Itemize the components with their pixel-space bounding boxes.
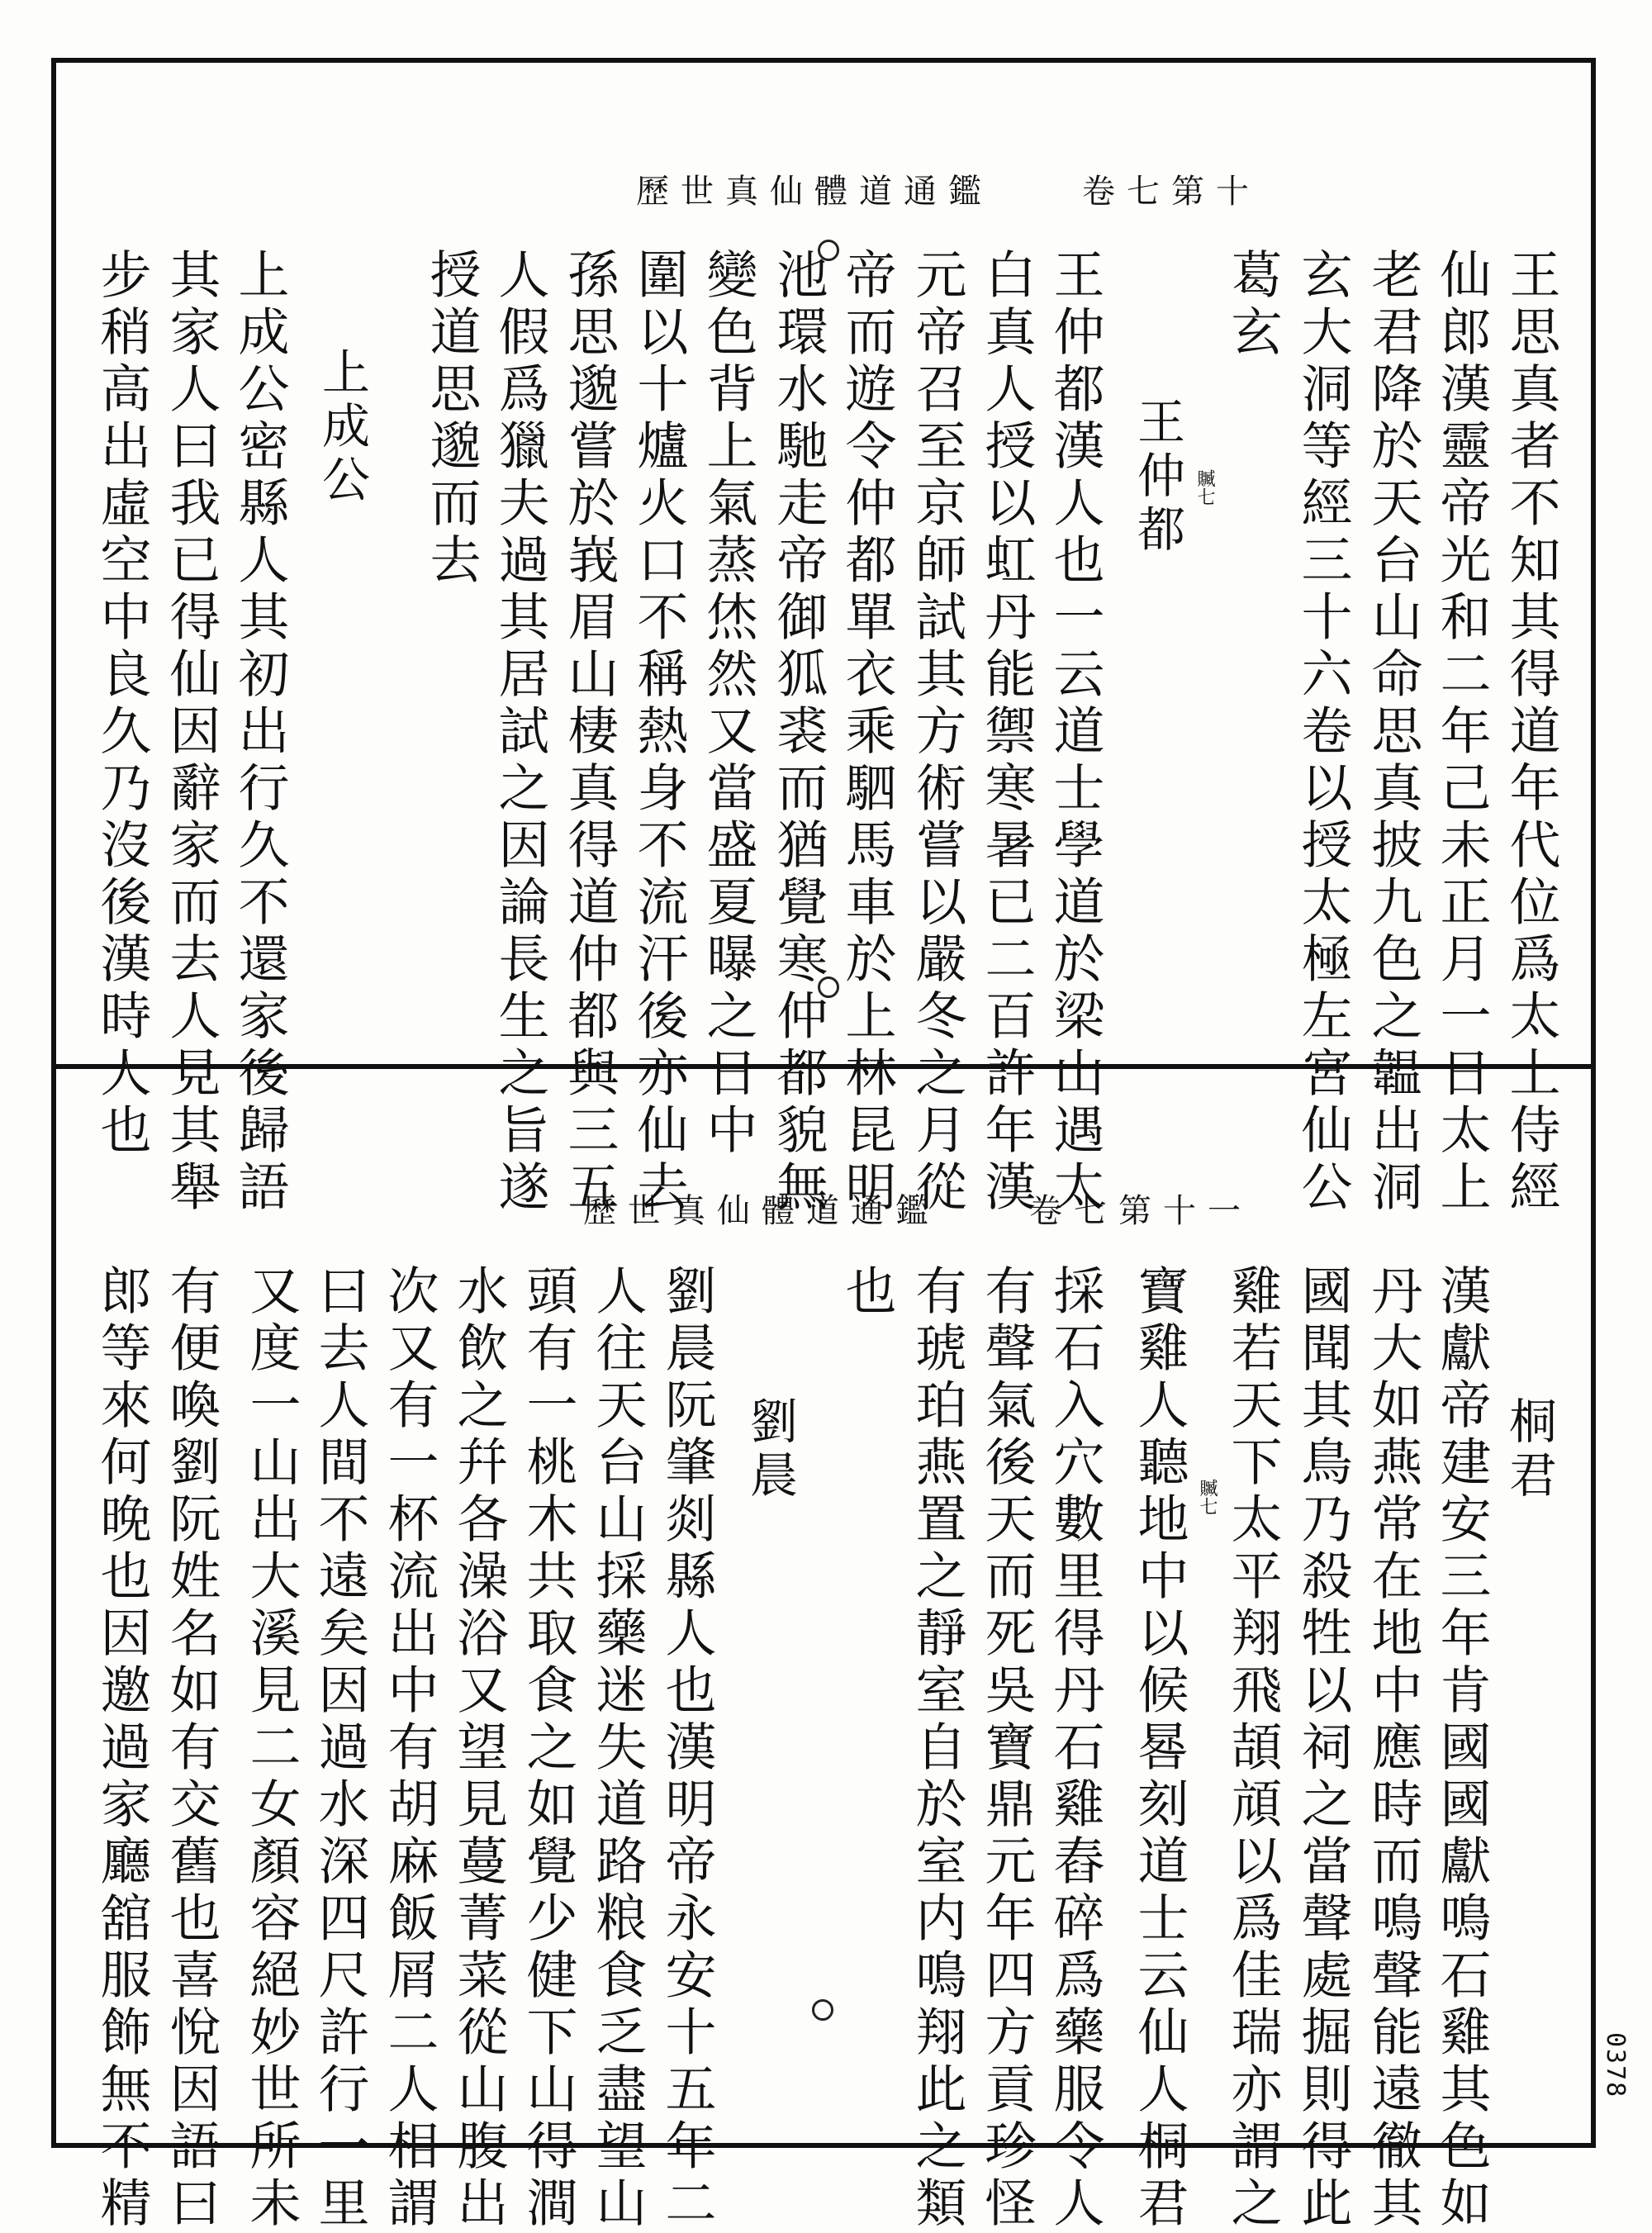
- top-col-5: 葛玄: [1222, 248, 1283, 362]
- bottom-col-16: 次又有一杯流出中有胡麻飯屑二人相謂: [379, 1264, 439, 2233]
- top-col-10: 帝而遊令仲都單衣乘駟馬車於上林昆明: [837, 248, 897, 1217]
- bottom-col-19: 有便喚劉阮姓名如有交舊也喜悅因語曰: [161, 1264, 221, 2233]
- top-col-12: 變色背上氣蒸烋然又當盛夏曝之日中: [698, 248, 758, 1160]
- top-col-19: 其家人曰我已得仙因辭家而去人見其舉: [161, 248, 221, 1217]
- bottom-heading-tong-jun: 桐君: [1501, 1396, 1557, 1504]
- page-number: 0378: [1601, 2032, 1630, 2099]
- top-col-8: 白真人授以虹丹能禦寒暑已二百許年漢: [976, 248, 1037, 1217]
- bottom-col-18: 又度一山出大溪見二女顏容絕妙世所未: [241, 1264, 301, 2233]
- bottom-col-8: 有聲氣後天而死吳寶鼎元年四方貢珍怪: [976, 1264, 1037, 2233]
- top-col-3: 老君降於天台山命思真披九色之韞出洞: [1363, 248, 1423, 1217]
- header-top: 歷世真仙體道通鑑 卷七第十: [636, 173, 1260, 211]
- punctuation-circle: [818, 976, 839, 998]
- top-col-16: 授道思邈而去: [421, 248, 482, 590]
- top-heading-wang-zhongdu: 王仲都: [1129, 397, 1185, 558]
- juan-mark-top: 贓七: [1194, 469, 1215, 506]
- bottom-col-15: 水飲之幷各澡浴又望見蔓菁菜從山腹出: [449, 1264, 509, 2233]
- bottom-col-7: 採石入穴數里得丹石雞舂碎爲藥服令人: [1045, 1264, 1105, 2233]
- top-col-18: 上成公密縣人其初出行久不還家後歸語: [230, 248, 290, 1217]
- top-col-4: 玄大洞等經三十六卷以授太極左宮仙公: [1293, 248, 1353, 1217]
- bottom-col-14: 頭有一桃木共取食之如覺少健下山得澗: [518, 1264, 578, 2233]
- top-col-20: 步稍高出虛空中良久乃沒後漢時人也: [92, 248, 152, 1160]
- header-bottom: 歷世真仙體道通鑑 卷七第十一: [583, 1192, 1252, 1230]
- top-col-11: 池環水馳走帝御狐裘而猶覺寒仲都貌無: [768, 248, 828, 1217]
- bottom-col-3: 丹大如燕常在地中應時而鳴聲能遠徹其: [1363, 1264, 1423, 2233]
- bottom-col-6: 寶雞人聽地中以候晷刻道士云仙人桐君: [1129, 1264, 1189, 2233]
- bottom-col-9: 有琥珀燕置之靜室自於室内鳴翔此之類: [907, 1264, 967, 2233]
- punctuation-circle: [812, 1999, 833, 2021]
- punctuation-circle: [818, 240, 839, 261]
- top-col-13: 圍以十爐火口不稱熱身不流汗後亦仙去: [629, 248, 689, 1217]
- top-col-1: 王思真者不知其得道年代位爲太上侍經: [1501, 248, 1561, 1217]
- bottom-col-17: 曰去人間不遠矣因過水深四尺許行一里: [310, 1264, 370, 2233]
- top-col-7: 王仲都漢人也一云道士學道於梁山遇太: [1045, 248, 1105, 1217]
- bottom-col-5: 雞若天下太平翔飛頡頏以爲佳瑞亦謂之: [1222, 1264, 1283, 2233]
- bottom-col-20: 郎等來何晚也因邀過家廳舘服飾無不精: [92, 1264, 152, 2233]
- bottom-col-4: 國聞其鳥乃殺牲以祠之當聲處掘則得此: [1293, 1264, 1353, 2233]
- bottom-col-12: 劉晨阮肇剡縣人也漢明帝永安十五年二: [657, 1264, 717, 2233]
- top-heading-shangcheng-gong: 上成公: [314, 347, 370, 508]
- bottom-col-13: 人往天台山採藥迷失道路粮食乏盡望山: [587, 1264, 648, 2233]
- bottom-heading-liu-chen: 劉晨: [742, 1396, 798, 1504]
- top-col-2: 仙郎漢靈帝光和二年己未正月一日太上: [1431, 248, 1492, 1217]
- top-col-15: 人假爲獵夫過其居試之因論長生之旨遂: [490, 248, 550, 1217]
- bottom-col-10: 也: [837, 1264, 897, 1321]
- top-col-14: 孫思邈嘗於峩眉山棲真得道仲都與三五: [559, 248, 620, 1217]
- juan-mark-bottom: 贓七: [1197, 1479, 1218, 1515]
- top-col-9: 元帝召至京師試其方術嘗以嚴冬之月從: [907, 248, 967, 1217]
- bottom-col-2: 漢獻帝建安三年肯國國獻鳴石雞其色如: [1431, 1264, 1492, 2233]
